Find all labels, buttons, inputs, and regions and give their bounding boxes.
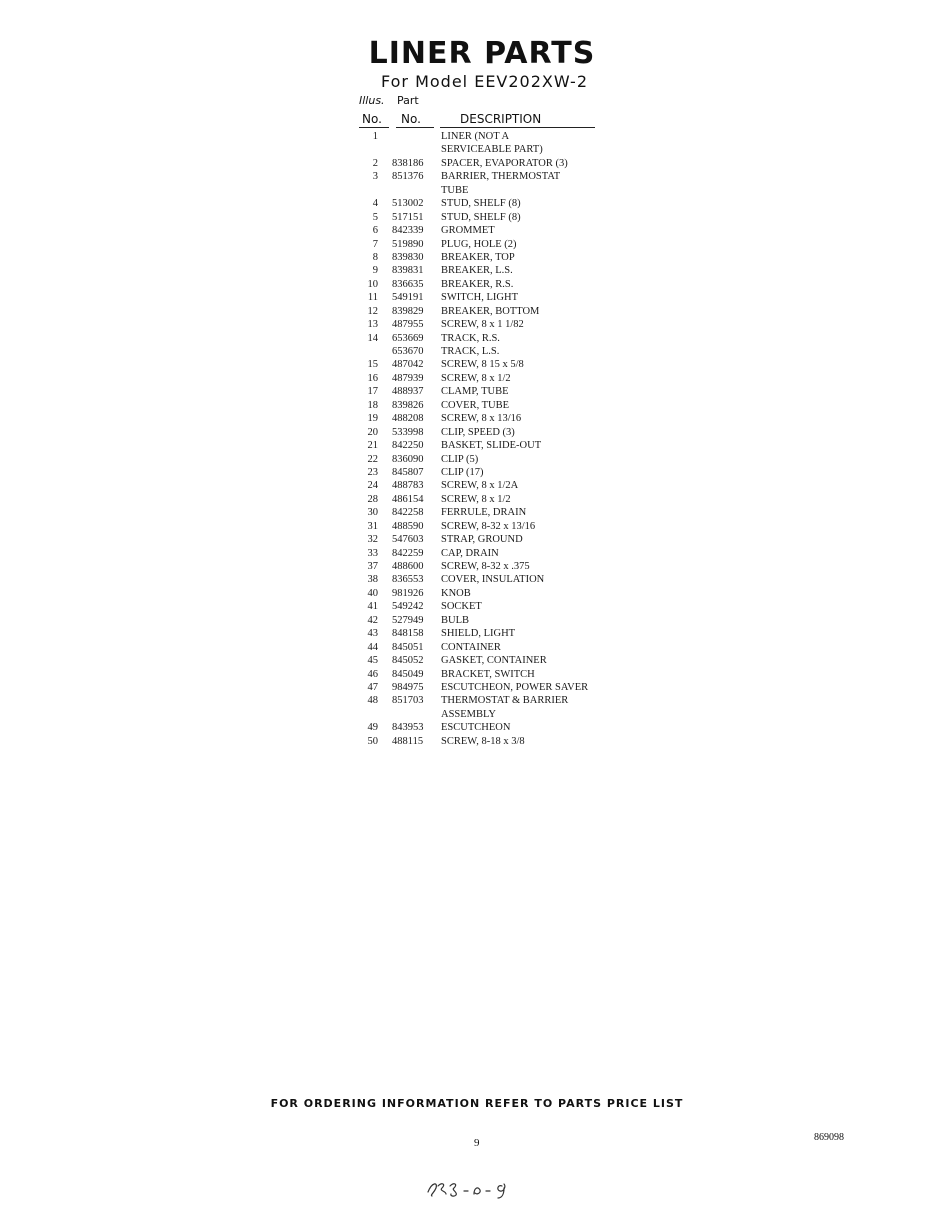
part-description: SCREW, 8 x 13/16 <box>441 413 522 425</box>
illus-number: 33 <box>367 547 378 559</box>
column-header-part: Part <box>397 94 419 107</box>
table-row <box>360 668 620 681</box>
part-number: 845807 <box>392 466 424 478</box>
illus-number: 38 <box>367 574 378 586</box>
illus-number: 7 <box>372 238 378 250</box>
illus-number: 49 <box>367 722 378 734</box>
table-row <box>360 466 620 479</box>
part-number: 653670 <box>392 346 424 357</box>
table-row <box>360 560 620 573</box>
part-description: TRACK, L.S. <box>441 346 500 357</box>
table-row <box>360 453 620 466</box>
part-number: 488600 <box>392 561 424 572</box>
part-description: SCREW, 8-32 x .375 <box>441 561 530 572</box>
part-number: 839829 <box>392 305 424 317</box>
illus-number: 32 <box>367 534 378 546</box>
part-number: 487939 <box>392 372 424 384</box>
part-description: SPACER, EVAPORATOR (3) <box>441 157 568 169</box>
table-row <box>360 721 620 734</box>
part-description: STUD, SHELF (8) <box>441 198 521 210</box>
table-row <box>360 439 620 452</box>
table-row <box>360 399 620 412</box>
part-number: 839831 <box>392 265 424 277</box>
part-number: 487955 <box>392 319 424 331</box>
part-number: 488783 <box>392 480 424 492</box>
table-row <box>360 573 620 586</box>
handwritten-note-drawing <box>424 1176 524 1200</box>
part-description: SWITCH, LIGHT <box>441 292 518 304</box>
illus-number: 47 <box>367 681 378 693</box>
part-description: TUBE <box>441 184 469 196</box>
table-row <box>360 170 620 183</box>
part-description: ASSEMBLY <box>441 708 496 720</box>
table-row <box>360 345 620 358</box>
part-number: 488590 <box>392 520 424 532</box>
table-row <box>360 600 620 613</box>
part-number: 838186 <box>392 157 424 169</box>
part-description: BARRIER, THERMOSTAT <box>441 171 561 183</box>
table-row <box>360 614 620 627</box>
table-row <box>360 238 620 251</box>
part-description: SCREW, 8-32 x 13/16 <box>441 520 536 532</box>
part-number: 845052 <box>392 655 424 667</box>
part-number: 488937 <box>392 386 424 398</box>
part-number: 488208 <box>392 413 424 425</box>
part-description: SCREW, 8 x 1/2 <box>441 493 511 505</box>
table-row <box>360 520 620 533</box>
illus-number: 11 <box>367 292 378 304</box>
table-row <box>360 412 620 425</box>
illus-number: 23 <box>367 466 378 478</box>
illus-number: 2 <box>372 157 378 169</box>
column-header-illus: Illus. <box>359 94 385 107</box>
part-description: GROMMET <box>441 225 495 237</box>
part-number: 547603 <box>392 534 424 546</box>
part-number: 842339 <box>392 225 424 237</box>
table-row <box>360 264 620 277</box>
table-row <box>360 694 620 707</box>
table-row <box>360 197 620 210</box>
header-rule <box>396 127 434 128</box>
table-row <box>360 211 620 224</box>
table-row <box>360 493 620 506</box>
illus-number: 1 <box>372 131 378 142</box>
illus-number: 12 <box>367 305 378 317</box>
part-description: SCREW, 8 15 x 5/8 <box>441 359 524 371</box>
table-row <box>360 385 620 398</box>
part-number: 549242 <box>392 601 424 613</box>
illus-number: 3 <box>372 171 378 183</box>
table-row <box>360 372 620 385</box>
table-row <box>360 358 620 371</box>
part-number: 486154 <box>392 493 424 505</box>
part-number: 845049 <box>392 668 424 680</box>
table-row <box>360 291 620 304</box>
part-number: 487042 <box>392 359 424 371</box>
part-description: SCREW, 8 x 1/2A <box>441 480 519 492</box>
part-number: 843953 <box>392 722 424 734</box>
table-row <box>360 506 620 519</box>
part-description: FERRULE, DRAIN <box>441 507 527 519</box>
part-description: COVER, TUBE <box>441 399 510 411</box>
part-description: LINER (NOT A <box>441 131 510 142</box>
page-number: 9 <box>474 1137 480 1149</box>
part-description: STRAP, GROUND <box>441 534 523 546</box>
table-row <box>360 654 620 667</box>
illus-number: 10 <box>367 278 378 290</box>
part-number: 984975 <box>392 681 424 693</box>
table-row <box>360 332 620 345</box>
part-number: 848158 <box>392 628 424 640</box>
table-row <box>360 130 620 143</box>
part-description: SHIELD, LIGHT <box>441 628 516 640</box>
part-number: 842250 <box>392 440 424 452</box>
illus-number: 22 <box>367 453 378 465</box>
table-row <box>360 143 620 156</box>
table-row <box>360 157 620 170</box>
illus-number: 44 <box>367 641 378 653</box>
illus-number: 5 <box>372 211 378 223</box>
part-description: SCREW, 8-18 x 3/8 <box>441 735 525 747</box>
ordering-note: FOR ORDERING INFORMATION REFER TO PARTS PRICE LIST <box>270 1097 684 1110</box>
part-number: 845051 <box>392 641 424 653</box>
part-description: CAP, DRAIN <box>441 547 499 559</box>
document-number: 869098 <box>814 1132 844 1143</box>
part-number: 836553 <box>392 574 424 586</box>
part-description: THERMOSTAT & BARRIER <box>441 695 569 707</box>
illus-number: 24 <box>367 480 378 492</box>
part-description: KNOB <box>441 587 471 599</box>
illus-number: 41 <box>367 601 378 613</box>
part-description: COVER, INSULATION <box>441 574 545 586</box>
part-description: PLUG, HOLE (2) <box>441 238 517 250</box>
part-description: CLIP (5) <box>441 453 479 465</box>
illus-number: 45 <box>367 655 378 667</box>
part-description: SOCKET <box>441 601 482 613</box>
illus-number: 42 <box>367 614 378 626</box>
table-row <box>360 681 620 694</box>
part-number: 839826 <box>392 399 424 411</box>
table-row <box>360 251 620 264</box>
parts-table <box>360 130 620 748</box>
part-description: BULB <box>441 614 470 626</box>
part-description: BREAKER, TOP <box>441 251 515 263</box>
part-description: GASKET, CONTAINER <box>441 655 547 667</box>
illus-number: 30 <box>367 507 378 519</box>
illus-number: 37 <box>367 561 378 572</box>
part-number: 488115 <box>392 735 424 747</box>
handwritten-note <box>424 1176 524 1205</box>
illus-number: 50 <box>367 735 378 747</box>
table-row <box>360 708 620 721</box>
part-description: CONTAINER <box>441 641 501 653</box>
part-description: BREAKER, BOTTOM <box>441 305 540 317</box>
illus-number: 4 <box>372 198 378 210</box>
table-row <box>360 224 620 237</box>
part-description: CLIP (17) <box>441 466 484 478</box>
part-description: ESCUTCHEON, POWER SAVER <box>441 681 589 693</box>
table-row <box>360 278 620 291</box>
part-number: 836635 <box>392 278 424 290</box>
part-description: SCREW, 8 x 1/2 <box>441 372 511 384</box>
part-description: SERVICEABLE PART) <box>441 144 543 156</box>
part-description: BREAKER, L.S. <box>441 265 513 277</box>
illus-number: 31 <box>367 520 378 532</box>
illus-number: 8 <box>372 251 378 263</box>
page-title: LINER PARTS <box>368 36 596 71</box>
illus-number: 40 <box>367 587 378 599</box>
part-description: SCREW, 8 x 1 1/82 <box>441 319 524 331</box>
part-number: 527949 <box>392 614 424 626</box>
illus-number: 17 <box>367 386 378 398</box>
header-rule <box>359 127 389 128</box>
illus-number: 15 <box>367 359 378 371</box>
table-row <box>360 735 620 748</box>
part-description: CLAMP, TUBE <box>441 386 509 398</box>
part-number: 519890 <box>392 238 424 250</box>
column-header-illus-no: No. <box>362 112 382 126</box>
part-description: BASKET, SLIDE-OUT <box>441 440 542 452</box>
part-number: 513002 <box>392 198 424 210</box>
illus-number: 14 <box>367 332 378 344</box>
table-row <box>360 533 620 546</box>
illus-number: 48 <box>367 695 378 707</box>
table-row <box>360 547 620 560</box>
column-header-description: DESCRIPTION <box>460 112 542 126</box>
illus-number: 20 <box>367 426 378 438</box>
part-number: 836090 <box>392 453 424 465</box>
part-number: 851703 <box>392 695 424 707</box>
table-row <box>360 627 620 640</box>
part-number: 842259 <box>392 547 424 559</box>
part-number: 517151 <box>392 211 424 223</box>
illus-number: 6 <box>372 225 378 237</box>
table-row <box>360 305 620 318</box>
part-description: BRACKET, SWITCH <box>441 668 535 680</box>
illus-number: 28 <box>367 493 378 505</box>
table-row <box>360 318 620 331</box>
illus-number: 9 <box>372 265 378 277</box>
part-number: 533998 <box>392 426 424 438</box>
part-description: STUD, SHELF (8) <box>441 211 521 223</box>
part-number: 851376 <box>392 171 424 183</box>
table-row <box>360 479 620 492</box>
illus-number: 43 <box>367 628 378 640</box>
part-number: 839830 <box>392 251 424 263</box>
table-row <box>360 587 620 600</box>
illus-number: 21 <box>367 440 378 452</box>
illus-number: 19 <box>367 413 378 425</box>
part-number: 549191 <box>392 292 424 304</box>
part-description: ESCUTCHEON <box>441 722 511 734</box>
part-number: 842258 <box>392 507 424 519</box>
illus-number: 18 <box>367 399 378 411</box>
table-row <box>360 426 620 439</box>
illus-number: 16 <box>367 372 378 384</box>
model-subtitle: For Model EEV202XW-2 <box>381 72 588 91</box>
header-rule <box>440 127 595 128</box>
part-number: 981926 <box>392 587 424 599</box>
part-description: BREAKER, R.S. <box>441 278 514 290</box>
part-description: TRACK, R.S. <box>441 332 500 344</box>
column-header-part-no: No. <box>401 112 421 126</box>
illus-number: 13 <box>367 319 378 331</box>
part-number: 653669 <box>392 332 424 344</box>
illus-number: 46 <box>367 668 378 680</box>
table-row <box>360 184 620 197</box>
part-description: CLIP, SPEED (3) <box>441 426 515 438</box>
table-row <box>360 641 620 654</box>
